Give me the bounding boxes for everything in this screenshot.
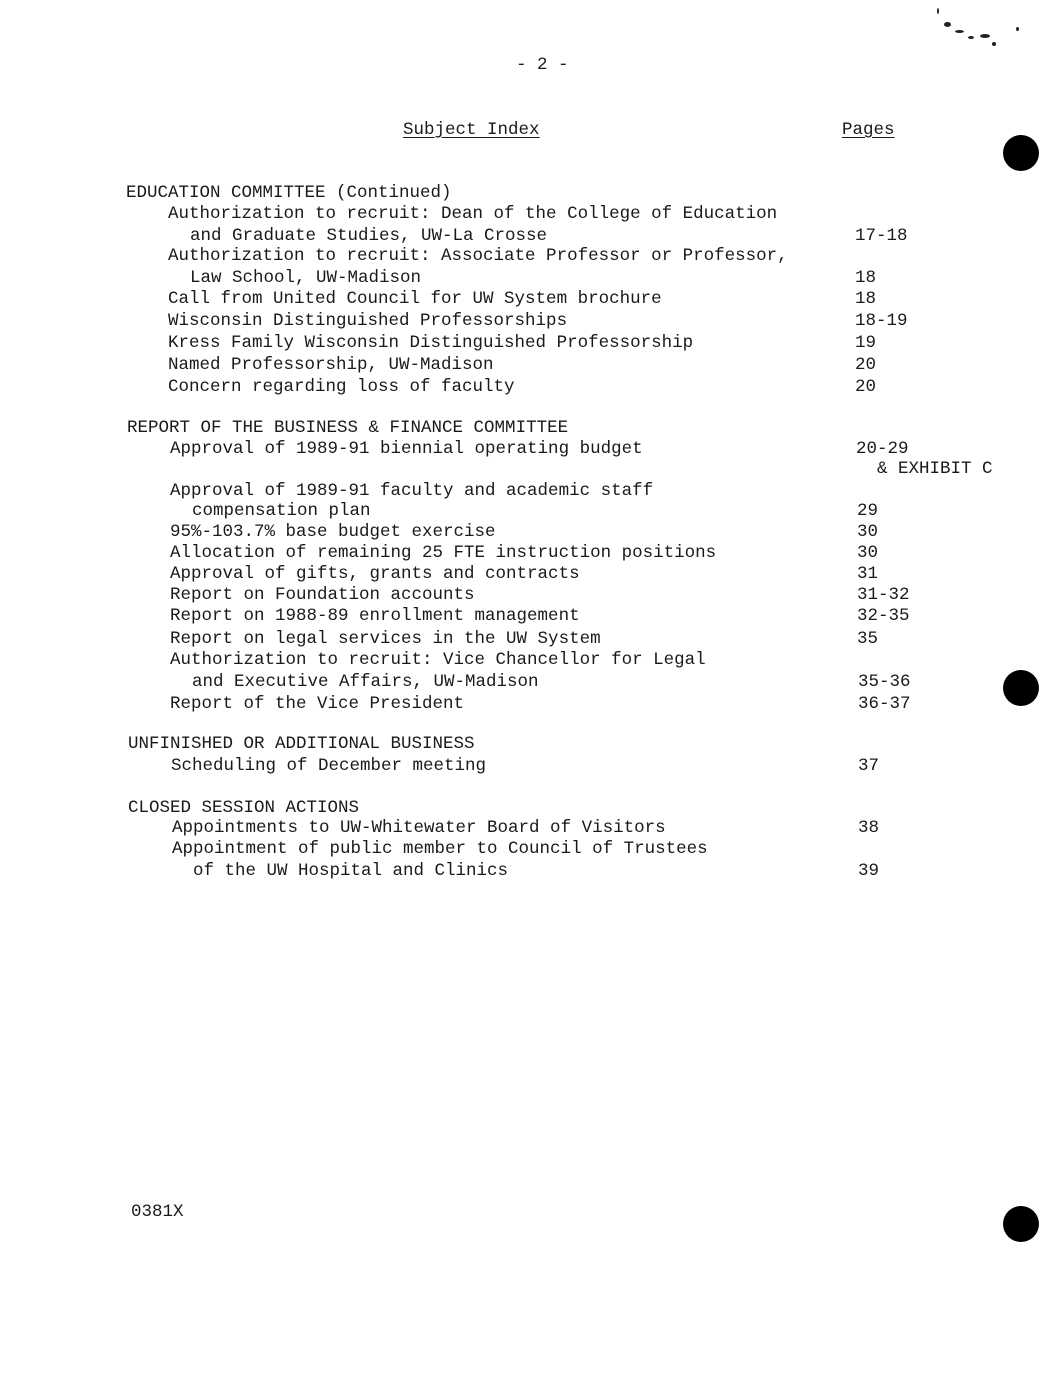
entry-pages: 19 [855,333,877,353]
entry-line: Report on Foundation accounts [170,585,475,605]
section-heading-business-finance: REPORT OF THE BUSINESS & FINANCE COMMITTEE [127,418,569,438]
entry-line: Wisconsin Distinguished Professorships [168,311,568,331]
entry-line: Report on 1988-89 enrollment management [170,606,580,626]
entry-pages: 20 [855,355,877,375]
entry-line: Concern regarding loss of faculty [168,377,515,397]
entry-line: Authorization to recruit: Associate Professor or Professor, [168,246,788,266]
punch-hole-top [1003,135,1039,171]
entry-pages: 29 [857,501,879,521]
entry-line: Authorization to recruit: Vice Chancellor for Legal [170,650,706,670]
entry-pages: 30 [857,543,879,563]
entry-line-continued: and Executive Affairs, UW-Madison [192,672,539,692]
entry-line-continued: compensation plan [192,501,371,521]
punch-hole-bottom [1003,1206,1039,1242]
entry-line: Authorization to recruit: Dean of the College of Education [168,204,778,224]
entry-pages: 31-32 [857,585,910,605]
entry-pages: 18 [855,289,877,309]
entry-pages: 32-35 [857,606,910,626]
entry-line: Allocation of remaining 25 FTE instruction positions [170,543,717,563]
entry-line: Approval of gifts, grants and contracts [170,564,580,584]
entry-pages: 36-37 [858,694,911,714]
entry-pages: 17-18 [855,226,908,246]
section-heading-unfinished: UNFINISHED OR ADDITIONAL BUSINESS [128,734,475,754]
entry-pages-exhibit: & EXHIBIT C [877,459,993,479]
entry-line-continued: and Graduate Studies, UW-La Crosse [190,226,548,246]
pages-heading: Pages [842,120,895,140]
entry-line: Report on legal services in the UW System [170,629,601,649]
entry-line: Report of the Vice President [170,694,465,714]
entry-line: Appointments to UW-Whitewater Board of Visitors [172,818,666,838]
entry-line-continued: Law School, UW-Madison [190,268,422,288]
entry-pages: 20-29 [856,439,909,459]
entry-line: Approval of 1989-91 faculty and academic staff [170,481,654,501]
entry-line: Scheduling of December meeting [171,756,487,776]
page-number: - 2 - [516,55,569,75]
entry-pages: 38 [858,818,880,838]
entry-line: Named Professorship, UW-Madison [168,355,494,375]
entry-line: 95%-103.7% base budget exercise [170,522,496,542]
subject-index-heading: Subject Index [403,120,540,140]
entry-pages: 20 [855,377,877,397]
entry-pages: 35-36 [858,672,911,692]
entry-pages: 35 [857,629,879,649]
punch-hole-middle [1003,670,1039,706]
entry-pages: 18 [855,268,877,288]
entry-pages: 31 [857,564,879,584]
section-heading-education: EDUCATION COMMITTEE (Continued) [126,183,452,203]
entry-pages: 39 [858,861,880,881]
entry-line: Kress Family Wisconsin Distinguished Professorship [168,333,694,353]
entry-line: Approval of 1989-91 biennial operating budget [170,439,643,459]
document-code: 0381X [131,1202,184,1222]
section-heading-closed-session: CLOSED SESSION ACTIONS [128,798,360,818]
entry-pages: 18-19 [855,311,908,331]
entry-line-continued: of the UW Hospital and Clinics [193,861,509,881]
entry-pages: 37 [858,756,880,776]
entry-pages: 30 [857,522,879,542]
entry-line: Appointment of public member to Council of Trustees [172,839,708,859]
entry-line: Call from United Council for UW System brochure [168,289,662,309]
